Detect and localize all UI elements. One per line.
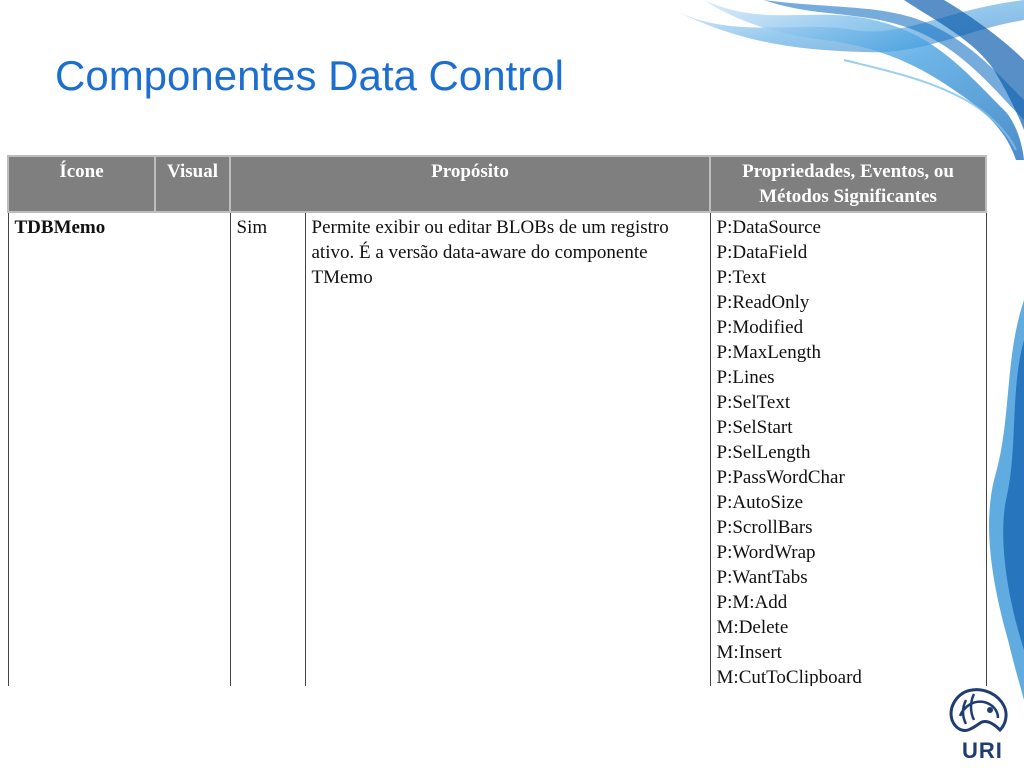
property-item: P:SelText xyxy=(716,392,791,413)
property-item: P:SelStart xyxy=(716,417,793,438)
visual-cell: Sim xyxy=(230,212,305,686)
table-header-row xyxy=(8,156,986,212)
property-item: P:M:Add xyxy=(716,592,788,613)
property-item: P:WantTabs xyxy=(716,567,808,588)
property-item: M:Delete xyxy=(716,617,789,638)
header-propriedades xyxy=(710,156,986,212)
property-item: P:Lines xyxy=(716,367,775,388)
properties-cell xyxy=(710,212,986,686)
header-propriedades-line2: Métodos Significantes xyxy=(759,186,937,207)
page-title: Componentes Data Control xyxy=(55,52,564,99)
property-item: P:DataSource xyxy=(716,217,821,238)
data-control-table xyxy=(7,155,987,686)
property-item: P:AutoSize xyxy=(716,492,804,513)
data-control-table-container xyxy=(7,155,987,686)
header-icone: Ícone xyxy=(8,156,155,212)
property-item: P:SelLength xyxy=(716,442,811,463)
table-row xyxy=(8,212,986,686)
smoke-decoration-top xyxy=(644,0,1024,160)
header-propriedades-line1: Propriedades, Eventos, ou xyxy=(742,161,954,182)
property-item: P:Text xyxy=(716,267,766,288)
property-item: P:Modified xyxy=(716,317,804,338)
property-item: P:DataField xyxy=(716,242,808,263)
property-item: P:MaxLength xyxy=(716,342,822,363)
property-item: P:ScrollBars xyxy=(716,517,813,538)
property-item: P:ReadOnly xyxy=(716,292,810,313)
component-name-cell: TDBMemo xyxy=(8,212,230,686)
header-proposito: Propósito xyxy=(230,156,710,212)
header-visual: Visual xyxy=(155,156,230,212)
property-item: M:CutToClipboard xyxy=(716,667,862,686)
purpose-cell: Permite exibir ou editar BLOBs de um registro ativo. É a versão data-aware do componente TMemo xyxy=(305,212,710,686)
uri-logo-text: URI xyxy=(962,738,1003,763)
property-item: P:PassWordChar xyxy=(716,467,845,488)
property-item: M:Insert xyxy=(716,642,782,663)
property-item: P:WordWrap xyxy=(716,542,816,563)
